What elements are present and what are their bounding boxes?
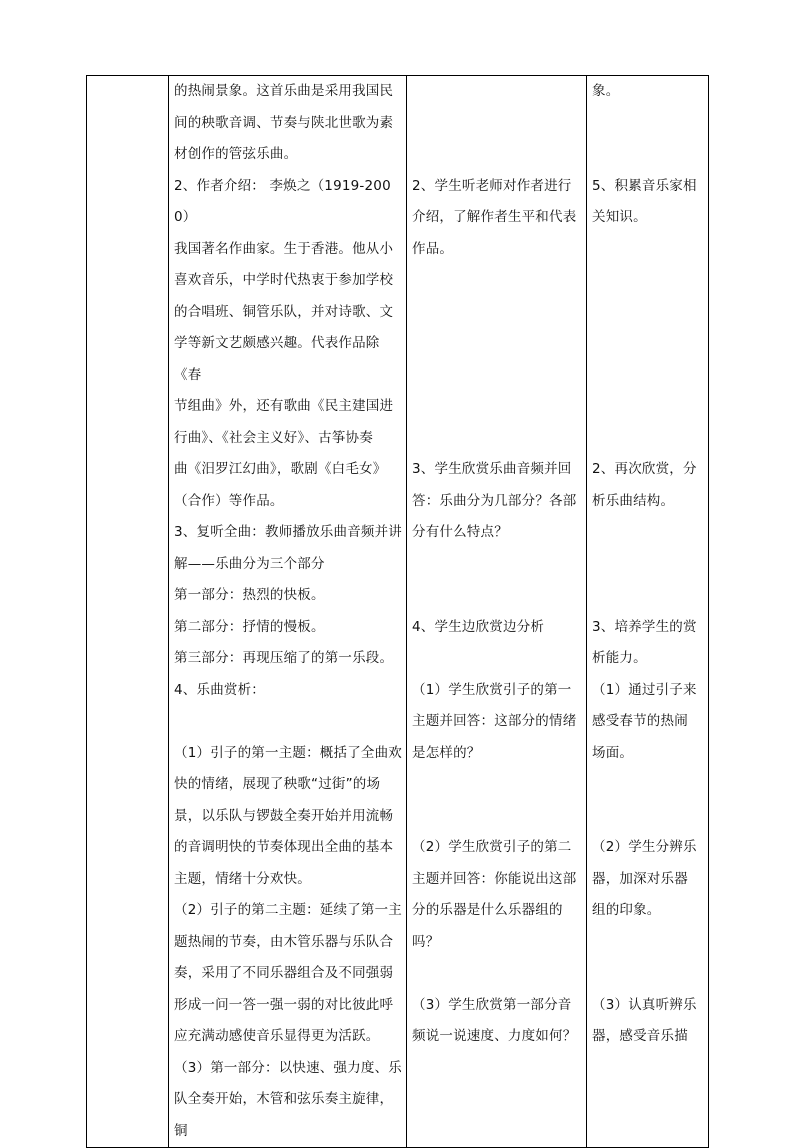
listen-full-piece — [174, 517, 402, 675]
text-line: 答：乐曲分为几部分？各部 — [412, 492, 577, 509]
text-line: 场面。 — [592, 744, 634, 761]
text-line: 4、学生边欣赏边分析 — [412, 618, 545, 635]
text-line: 第一部分：热烈的快板。 — [174, 587, 325, 603]
part-one-student — [412, 990, 582, 1053]
text-line: 2、作者介绍： 李焕之（1919-2000） — [174, 177, 391, 225]
intro-theme-two-student — [412, 832, 582, 990]
text-line: 第二部分：抒情的慢板。 — [174, 618, 325, 635]
text-line: 分的乐器是什么乐器组的 — [412, 902, 563, 918]
intro-theme-one — [174, 738, 402, 896]
part-one-intent — [592, 990, 704, 1053]
text-line: 学等新文艺颇感兴趣。代表作品除《春 — [174, 335, 380, 383]
text-line: 间的秧歌音调、节奏与陕北世歌为素 — [174, 114, 394, 131]
text-line: 是怎样的？ — [412, 744, 481, 761]
text-line: （2）学生分辨乐 — [592, 839, 697, 855]
listen-full-piece-intent — [592, 454, 704, 612]
text-line: （1）引子的第一主题：概括了全曲欢 — [174, 744, 402, 761]
intro-continuation — [174, 76, 402, 171]
text-line: 应充满动感使音乐显得更为活跃。 — [174, 1028, 380, 1044]
text-line: （1）学生欣赏引子的第一 — [412, 681, 572, 698]
text-line: 喜欢音乐，中学时代热衷于参加学校 — [174, 272, 394, 288]
text-line: 频说一说速度、力度如何？ — [412, 1028, 577, 1044]
text-line: 分有什么特点？ — [412, 524, 508, 540]
lesson-plan-table — [86, 75, 709, 1148]
text-line: 材创作的管弦乐曲。 — [174, 146, 298, 162]
text-line: 的音调明快的节奏体现出全曲的基本 — [174, 839, 394, 855]
text-line: （合作）等作品。 — [174, 492, 284, 509]
section-label-cell — [87, 76, 169, 1148]
music-analysis — [174, 675, 402, 738]
text-line: 介绍，了解作者生平和代表 — [412, 209, 577, 225]
intro-theme-two — [174, 895, 402, 1053]
music-analysis-student — [412, 612, 582, 675]
text-line: 景，以乐队与锣鼓全奏开始并用流畅 — [174, 807, 394, 824]
text-line: 的热闹景象。这首乐曲是采用我国民 — [174, 83, 394, 99]
text-line: 形成一问一答一强一弱的对比彼此呼 — [174, 996, 394, 1013]
text-line: 2、学生听老师对作者进行 — [412, 177, 572, 194]
student-activity-cell — [407, 76, 587, 1148]
text-line: 关知识。 — [592, 209, 647, 225]
text-line: 3、复听全曲：教师播放乐曲音频并讲 — [174, 524, 402, 540]
text-line: 节组曲》外，还有歌曲《民主建国进 — [174, 398, 394, 414]
text-line: 4、乐曲赏析： — [174, 681, 265, 698]
text-line: （2）引子的第二主题：延续了第一主 — [174, 902, 402, 918]
intro-theme-one-student — [412, 675, 582, 833]
text-line: 作品。 — [412, 240, 454, 257]
text-line: 队全奏开始，木管和弦乐奏主旋律，铜 — [174, 1091, 394, 1139]
text-line: 3、培养学生的赏 — [592, 618, 697, 635]
text-line: 的合唱班、铜管乐队，并对诗歌、文 — [174, 303, 394, 320]
text-line: 我国著名作曲家。生于香港。他从小 — [174, 240, 394, 257]
intro-theme-two-intent — [592, 832, 704, 990]
intro-continuation-intent — [592, 76, 704, 171]
text-line: （3）认真听辨乐 — [592, 996, 697, 1013]
text-line: 主题并回答：你能说出这部 — [412, 870, 577, 887]
text-line: 快的情绪，展现了秧歌“过街”的场 — [174, 776, 381, 792]
text-line: 吗？ — [412, 933, 440, 950]
teacher-activity-cell — [169, 76, 407, 1148]
text-line: 象。 — [592, 83, 620, 99]
text-line: 主题，情绪十分欢快。 — [174, 870, 311, 887]
text-line: 曲《汨罗江幻曲》，歌剧《白毛女》 — [174, 461, 387, 477]
text-line: 奏，采用了不同乐器组合及不同强弱 — [174, 965, 394, 981]
author-introduction-student — [412, 171, 582, 455]
text-line: 器，感受音乐描 — [592, 1028, 688, 1044]
text-line: 2、再次欣赏，分 — [592, 461, 697, 477]
text-line: 析乐曲结构。 — [592, 492, 675, 509]
text-line: 感受春节的热闹 — [592, 713, 688, 729]
text-line: 3、学生欣赏乐曲音频并回 — [412, 461, 572, 477]
listen-full-piece-student — [412, 454, 582, 612]
text-line: （3）学生欣赏第一部分音 — [412, 996, 572, 1013]
author-introduction-intent — [592, 171, 704, 455]
part-one — [174, 1053, 402, 1148]
table-row — [87, 76, 709, 1148]
music-analysis-intent — [592, 612, 704, 675]
author-introduction — [174, 171, 402, 518]
text-line: 解——乐曲分为三个部分 — [174, 555, 325, 572]
text-line: 析能力。 — [592, 650, 647, 666]
text-line: 题热闹的节奏，由木管乐器与乐队合 — [174, 933, 394, 950]
intro-theme-one-intent — [592, 675, 704, 833]
text-line: （2）学生欣赏引子的第二 — [412, 839, 572, 855]
text-line: 行曲》、《社会主义好》、古筝协奏 — [174, 429, 373, 446]
text-line: 主题并回答：这部分的情绪 — [412, 713, 577, 729]
text-line: （1）通过引子来 — [592, 681, 697, 698]
design-intent-cell — [587, 76, 709, 1148]
text-line: 器，加深对乐器 — [592, 870, 688, 887]
text-line: 5、积累音乐家相 — [592, 177, 697, 194]
text-line: 组的印象。 — [592, 902, 661, 918]
text-line: （3）第一部分：以快速、强力度、乐 — [174, 1059, 402, 1076]
text-line: 第三部分：再现压缩了的第一乐段。 — [174, 650, 394, 666]
